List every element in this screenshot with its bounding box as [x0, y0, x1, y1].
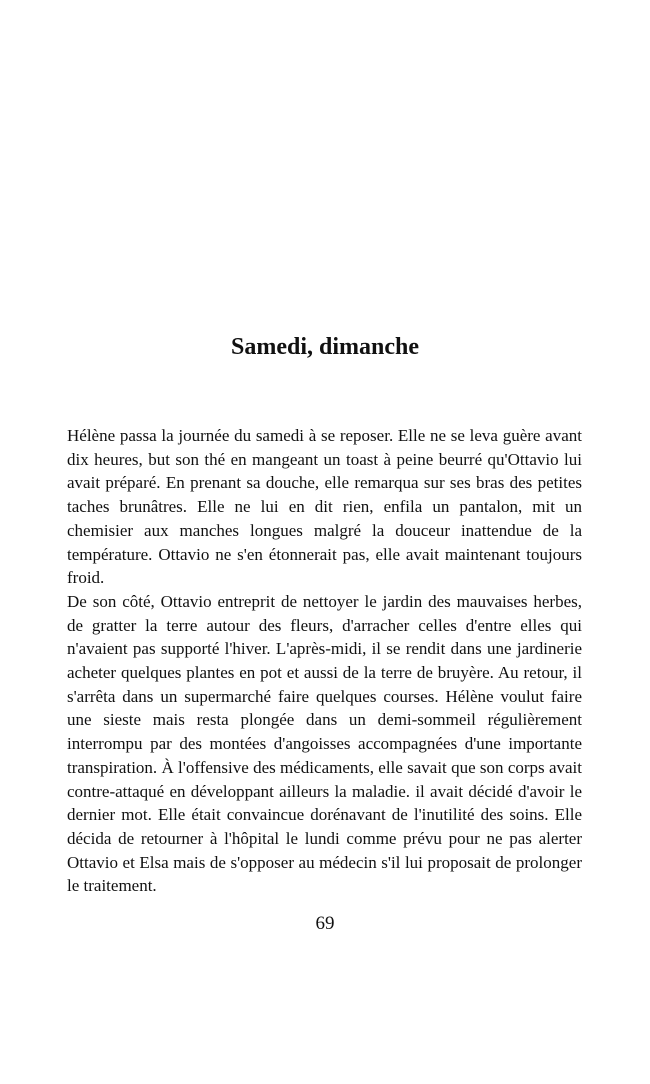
chapter-title: Samedi, dimanche — [230, 334, 419, 360]
body-text — [67, 424, 582, 898]
page-number: 69 — [315, 913, 335, 934]
paragraph: De son côté, Ottavio entreprit de nettoyer le jardin des mauvaises herbes, de gratter la terre autour des fleurs, d'arracher celles d'entre elles qui n'avaient pas supporté l'hiver. L'après-midi, il se rendit dans une jardinerie acheter quelques plantes en pot et aussi de la terre de bruyère. Au retour, il s'arrêta dans un supermarché faire quelques courses. Hélène voulut faire une sieste mais resta plongée dans un demi-sommeil régulièrement interrompu par des montées d'angoisses accompagnées d'une importante transpiration. À l'offensive des médicaments, elle savait que son corps avait contre-attaqué en développant ailleurs la maladie. il avait décidé d'avoir le dernier mot. Elle était convaincue dorénavant de l'inutilité des soins. Elle décida de retourner à l'hôpital le lundi comme prévu pour ne pas alerter Ottavio et Elsa mais de s'opposer au médecin s'il lui proposait de prolonger le traitement. — [67, 591, 582, 896]
paragraph: Hélène passa la journée du samedi à se reposer. Elle ne se leva guère avant dix heures, but son thé en mangeant un toast à peine beurré qu'Ottavio lui avait préparé. En prenant sa douche, elle remarqua sur ses bras des petites taches brunâtres. Elle ne lui en dit rien, enfila un pantalon, mit un chemisier aux manches longues malgré la douceur inattendue de la température. Ottavio ne s'en étonnerait pas, elle avait maintenant toujours froid. — [67, 426, 582, 588]
